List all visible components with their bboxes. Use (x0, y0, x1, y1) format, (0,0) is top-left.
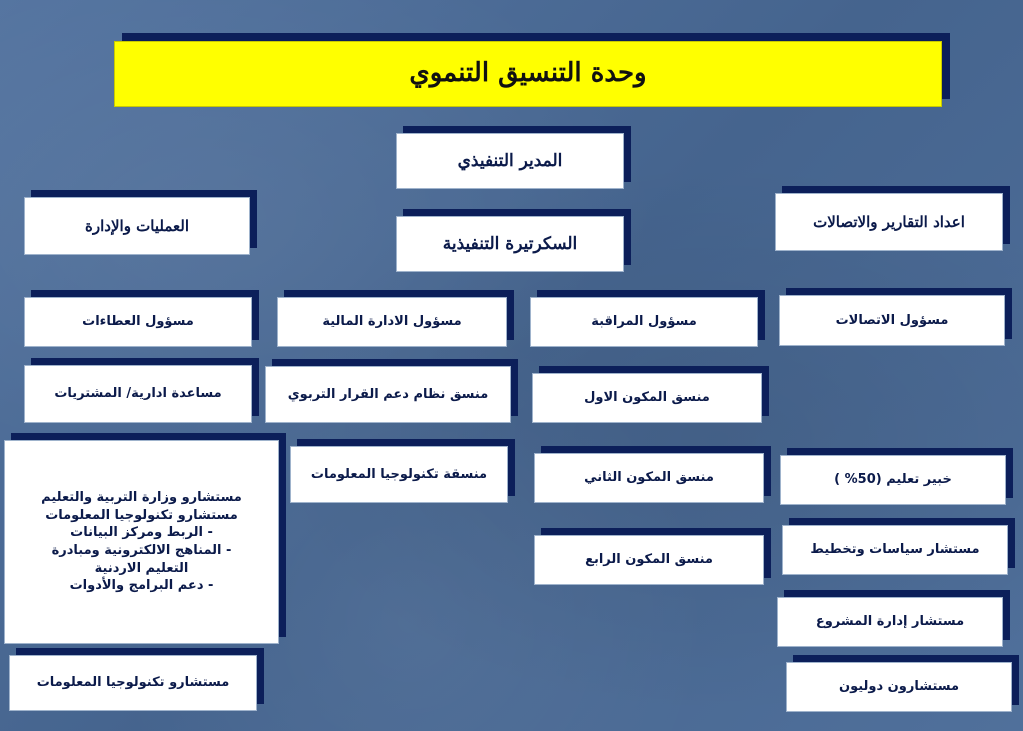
finance-officer-box: مسؤول الادارة المالية (277, 297, 507, 347)
tenders-officer-box: مسؤول العطاءات (24, 297, 252, 347)
advisor-line: - المناهج الالكترونية ومبادرة (51, 543, 232, 558)
advisor-line: - دعم البرامج والأدوات (69, 578, 214, 594)
chart-title: وحدة التنسيق التنموي (114, 41, 942, 107)
component2-coordinator-box: منسق المكون الثاني (534, 453, 764, 503)
intl-advisors-box: مستشارون دوليون (786, 662, 1012, 712)
it-coordinator-box: منسقة تكنولوجيا المعلومات (290, 446, 508, 503)
component1-coordinator-box: منسق المكون الاول (532, 373, 762, 423)
advisor-line: التعليم الاردنية (94, 560, 189, 576)
project-mgmt-advisor-box: مستشار إدارة المشروع (777, 597, 1003, 647)
advisor-line: مستشارو وزارة التربية والتعليم (41, 490, 242, 506)
advisor-line: - الربط ومركز البيانات (70, 525, 213, 541)
policy-advisor-box: مستشار سياسات وتخطيط (782, 525, 1008, 575)
component4-coordinator-box: منسق المكون الرابع (534, 535, 764, 585)
advisor-line: مستشارو تكنولوجيا المعلومات (45, 507, 238, 523)
education-expert-box: خبير تعليم (50% ) (780, 455, 1006, 505)
it-advisors-box: مستشارو تكنولوجيا المعلومات (9, 655, 257, 711)
operations-admin-box: العمليات والإدارة (24, 197, 250, 255)
executive-director-box: المدير التنفيذي (396, 133, 624, 189)
comms-officer-box: مسؤول الاتصالات (779, 295, 1005, 346)
dss-coordinator-box: منسق نظام دعم القرار التربوي (265, 366, 511, 423)
monitoring-officer-box: مسؤول المراقبة (530, 297, 758, 347)
reports-comms-box: اعداد التقارير والاتصالات (775, 193, 1003, 251)
ministry-advisors-box (4, 440, 279, 644)
executive-secretary-box: السكرتيرة التنفيذية (396, 216, 624, 272)
admin-procurement-box: مساعدة ادارية/ المشتريات (24, 365, 252, 423)
